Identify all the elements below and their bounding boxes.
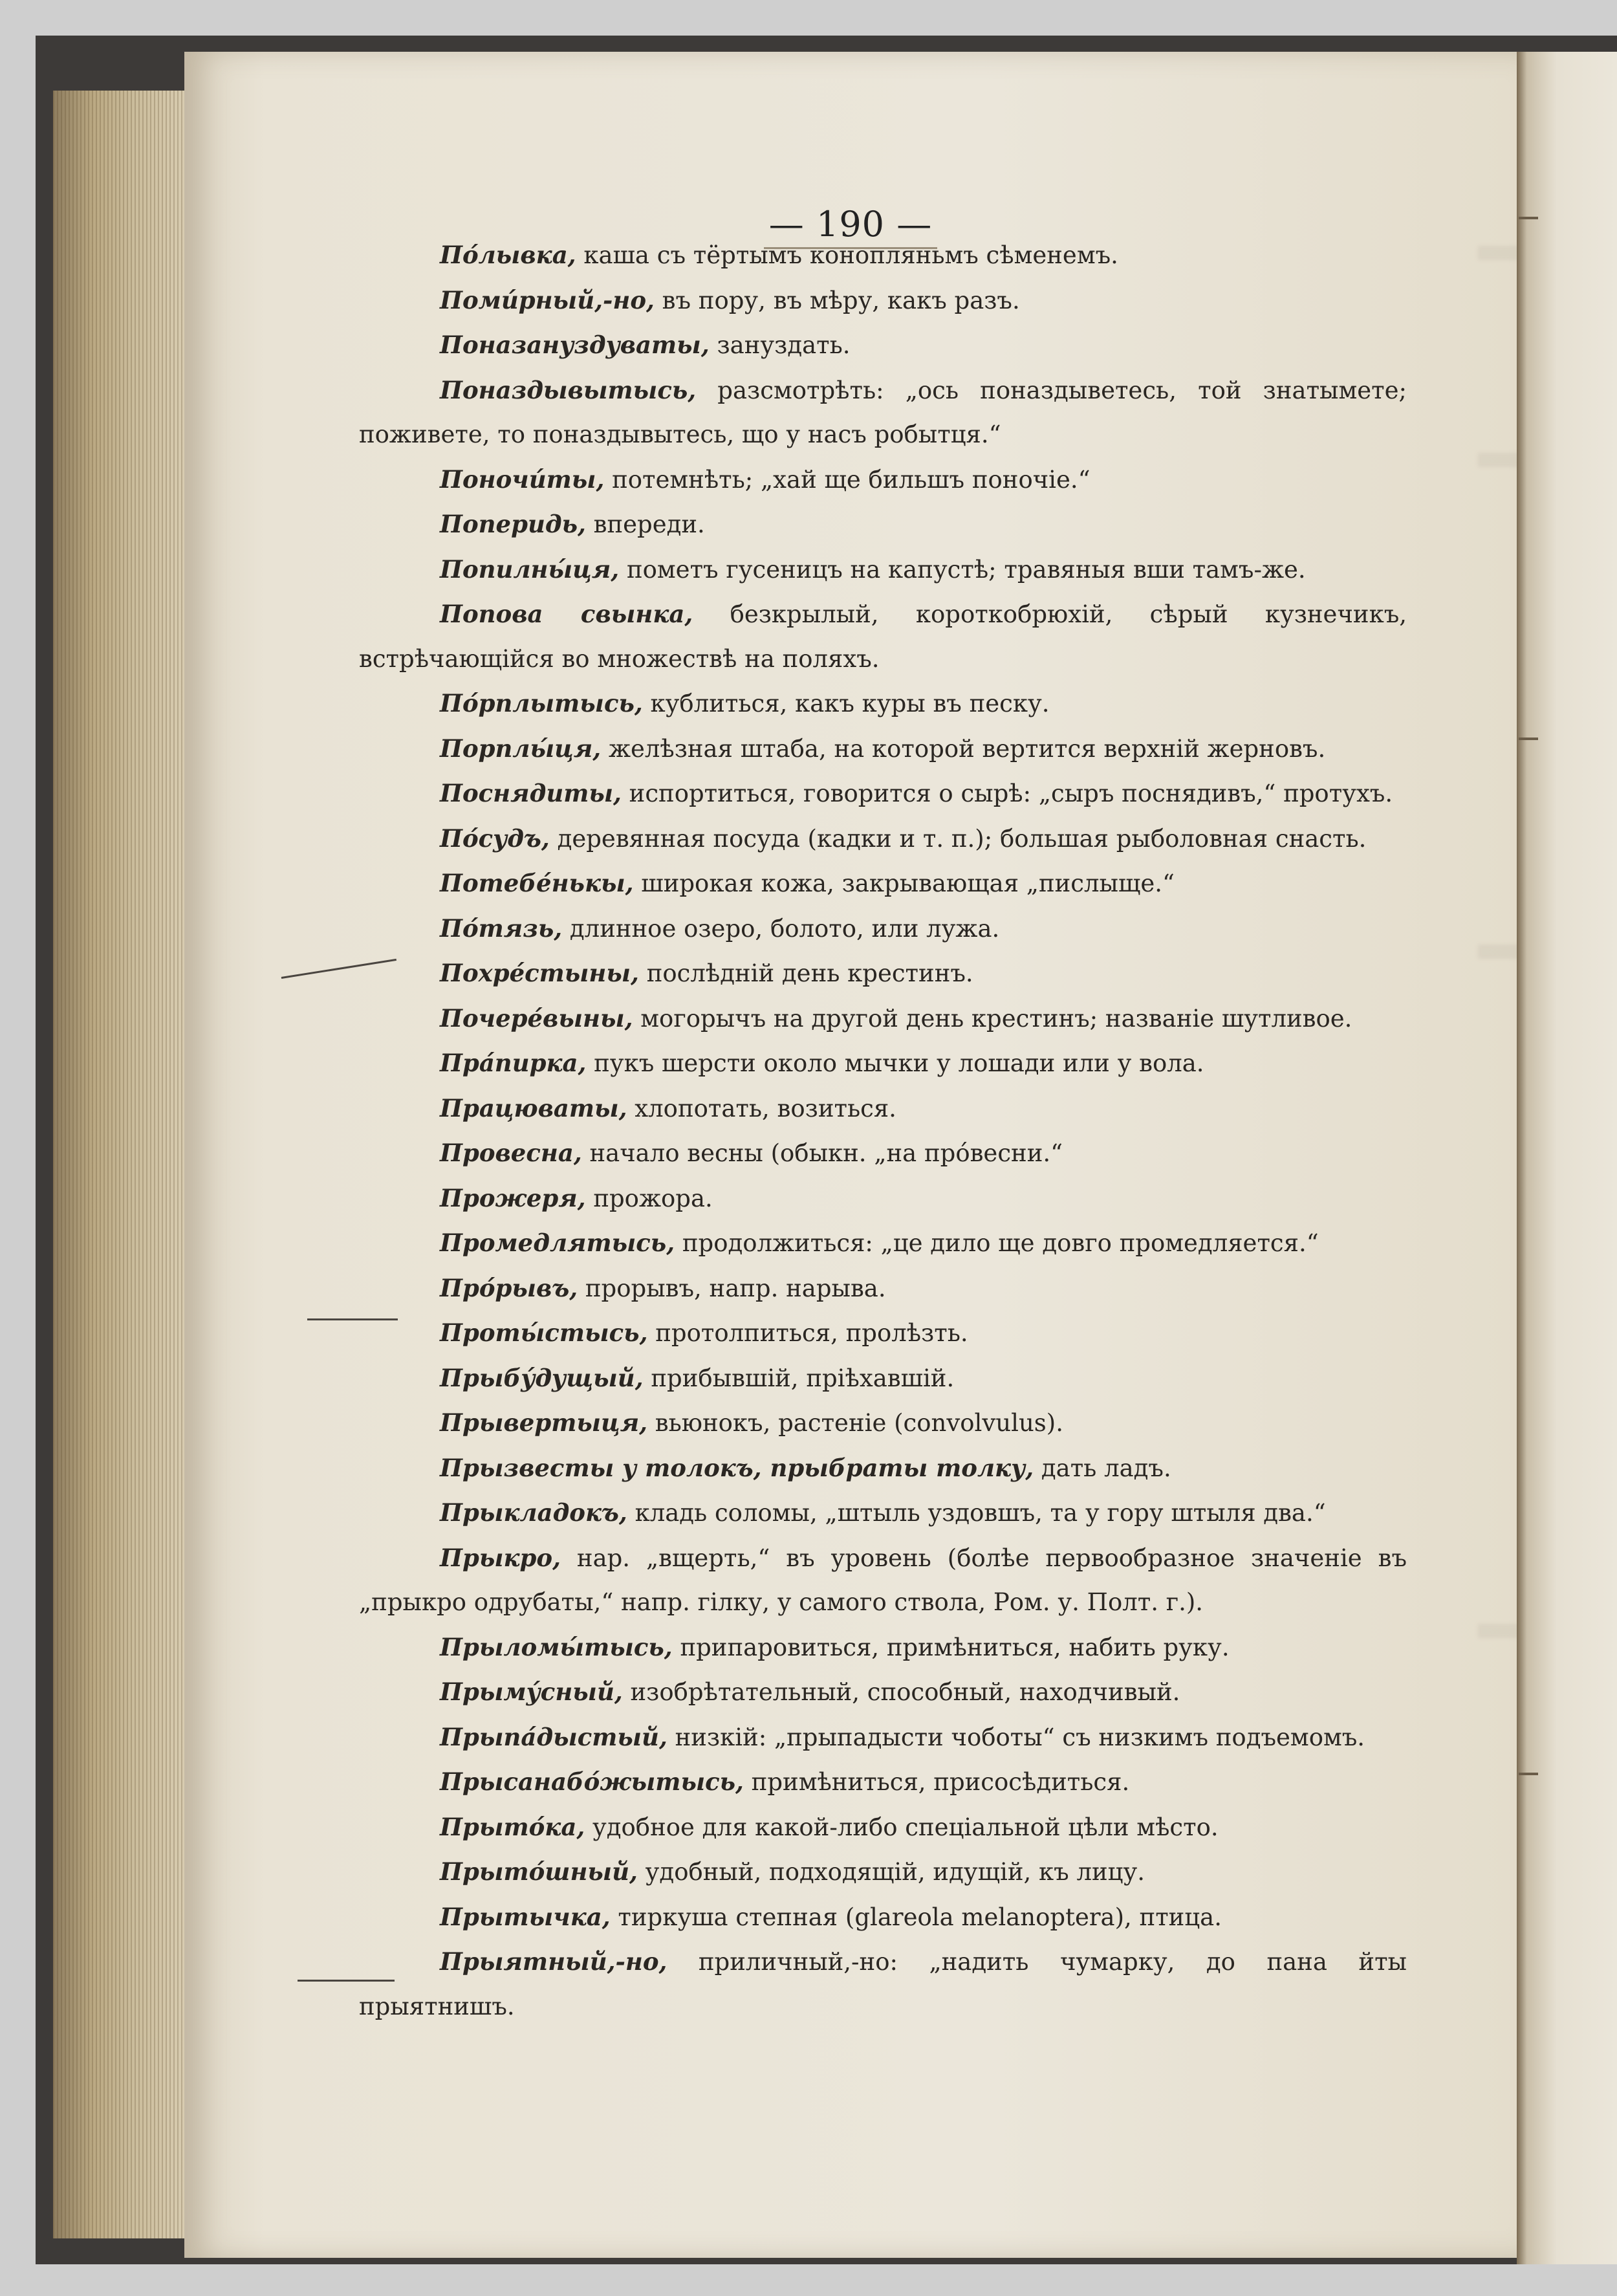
dictionary-entry <box>359 996 1407 1042</box>
dictionary-entry <box>359 816 1407 862</box>
definition: вьюнокъ, растеніе (convolvulus). <box>647 1409 1063 1437</box>
page-number-text: — 190 — <box>764 204 937 249</box>
dictionary-entry <box>359 502 1407 547</box>
headword: Працюваты, <box>440 1093 627 1122</box>
definition: широкая кожа, закрывающая „пислыще.“ <box>633 869 1175 897</box>
dictionary-entry <box>359 1086 1407 1132</box>
dictionary-entry <box>359 233 1407 278</box>
headword: Пра́пирка, <box>440 1049 587 1077</box>
headword: Поперидь, <box>440 510 586 538</box>
headword: Промедлятысь, <box>440 1229 675 1257</box>
facing-page-edge <box>1517 52 1617 2264</box>
definition: прибывшій, пріѣхавшій. <box>643 1364 955 1392</box>
headword: По́тязь, <box>440 913 563 943</box>
headword: Порплы́ця, <box>440 734 602 763</box>
definition: пометъ гусеницъ на капустѣ; травяныя вши тамъ-же. <box>619 555 1306 584</box>
definition: прожора. <box>585 1184 713 1212</box>
definition: зануздать. <box>709 331 851 359</box>
definition: послѣдній день крестинъ. <box>638 959 973 987</box>
dictionary-entry <box>359 1491 1407 1536</box>
dictionary-entry <box>359 1670 1407 1715</box>
definition: примѣниться, присосѣдиться. <box>743 1768 1130 1796</box>
definition: припаровиться, примѣниться, набить руку. <box>672 1633 1230 1661</box>
dictionary-entry <box>359 1401 1407 1446</box>
headword: По́лывка, <box>440 241 576 269</box>
definition: пукъ шерсти около мычки у лошади или у вола. <box>586 1049 1204 1077</box>
headword: Прытычка, <box>440 1902 611 1931</box>
headword: Поназануздуваты, <box>440 331 710 359</box>
book-page-edges <box>53 91 189 2238</box>
dictionary-entry <box>359 1536 1407 1625</box>
headword: Прыкладокъ, <box>440 1498 627 1527</box>
dictionary-entry <box>359 771 1407 816</box>
headword: Прыломы́тысь, <box>440 1632 673 1661</box>
headword: Почере́выны, <box>440 1003 633 1033</box>
definition: прорывъ, напр. нарыва. <box>578 1274 886 1302</box>
dictionary-entry <box>359 323 1407 368</box>
definition: кублиться, какъ куры въ песку. <box>642 690 1050 717</box>
definition: начало весны (обыкн. „на про́весни.“ <box>581 1139 1063 1167</box>
definition: испортиться, говорится о сырѣ: „сыръ поснядивъ,“ протухъ. <box>621 780 1393 807</box>
dictionary-entry <box>359 592 1407 681</box>
headword: Попилны́ця, <box>440 554 620 584</box>
dictionary-entry <box>359 1221 1407 1266</box>
dictionary-entry <box>359 1895 1407 1940</box>
definition: въ пору, въ мѣру, какъ разъ. <box>654 286 1020 314</box>
dictionary-entry <box>359 1715 1407 1760</box>
definition: протолпиться, пролѣзть. <box>647 1319 968 1347</box>
dictionary-entry <box>359 951 1407 996</box>
definition: желѣзная штаба, на которой вертится верхній жерновъ. <box>601 734 1326 763</box>
definition: изобрѣтательный, способный, находчивый. <box>622 1678 1180 1706</box>
definition: удобный, подходящій, идущій, къ лицу. <box>637 1858 1145 1886</box>
dictionary-entry <box>359 906 1407 952</box>
dictionary-entry <box>359 681 1407 727</box>
headword: Поназдывытысь, <box>440 375 697 404</box>
dictionary-entry <box>359 1041 1407 1086</box>
dictionary-entry <box>359 1850 1407 1895</box>
headword: Проты́стысь, <box>440 1318 648 1347</box>
headword: Провесна, <box>440 1139 582 1167</box>
definition: удобное для какой-либо спеціальной цѣли мѣсто. <box>585 1813 1219 1841</box>
headword: Прыятный,-но, <box>440 1947 667 1976</box>
headword: Поночи́ты, <box>440 465 605 494</box>
definition: приличный,-но: „надить чумарку, до пана йты прыятнишъ. <box>359 1948 1407 2020</box>
headword: Прыму́сный, <box>440 1678 623 1706</box>
headword: Прыто́ка, <box>440 1812 585 1841</box>
definition: хлопотать, возиться. <box>627 1094 896 1122</box>
definition: впереди. <box>585 510 705 538</box>
headword: Прызвесты у толокъ, прыбраты толку, <box>440 1453 1034 1482</box>
tab-mark <box>1519 217 1538 219</box>
dictionary-entry <box>359 1805 1407 1850</box>
definition: длинное озеро, болото, или лужа. <box>562 914 1000 943</box>
headword: Прыкро, <box>440 1543 561 1572</box>
dictionary-entry <box>359 1760 1407 1805</box>
headword: Прожеря, <box>440 1183 586 1212</box>
definition: продолжиться: „це дило ще довго промедляется.“ <box>675 1229 1319 1257</box>
definition: разсмотрѣть: „ось поназдыветесь, той знатымете; поживете, то поназдывытесь, що у насъ робытця.“ <box>359 376 1407 448</box>
tab-mark <box>1519 1773 1538 1775</box>
dictionary-entry <box>359 861 1407 906</box>
dictionary-entry <box>359 1625 1407 1670</box>
dictionary-entry <box>359 457 1407 503</box>
dictionary-text <box>359 233 1407 2029</box>
definition: каша съ тёртымъ конопляньмъ сѣменемъ. <box>576 241 1118 269</box>
dictionary-entry <box>359 1356 1407 1401</box>
headword: Похре́стыны, <box>440 959 639 987</box>
definition: дать ладъ. <box>1034 1454 1171 1482</box>
tab-mark <box>1519 738 1538 740</box>
headword: По́судъ, <box>440 824 550 853</box>
headword: Поснядиты, <box>440 779 622 807</box>
definition: кладь соломы, „штыль уздовшъ, та у гору штыля два.“ <box>627 1499 1326 1527</box>
headword: Прысанабо́жытысь, <box>440 1767 744 1796</box>
definition: безкрылый, короткобрюхій, сѣрый кузнечикъ, встрѣчающійся во множествѣ на поляхъ. <box>359 600 1407 673</box>
definition: низкій: „прыпадысти чоботы“ съ низкимъ подъемомъ. <box>667 1723 1365 1751</box>
headword: Поми́рный,-но, <box>440 285 655 314</box>
headword: Прыто́шный, <box>440 1857 638 1886</box>
headword: По́рплытысь, <box>440 689 643 717</box>
headword: Попова свынка, <box>440 600 693 628</box>
headword: Прыбу́дущый, <box>440 1363 644 1392</box>
dictionary-entry <box>359 547 1407 593</box>
dictionary-entry <box>359 1311 1407 1356</box>
definition: деревянная посуда (кадки и т. п.); большая рыболовная снасть. <box>549 824 1367 853</box>
dictionary-entry <box>359 1446 1407 1491</box>
definition: могорычъ на другой день крестинъ; названіе шутливое. <box>633 1004 1352 1033</box>
headword: Про́рывъ, <box>440 1273 578 1302</box>
dictionary-entry <box>359 278 1407 323</box>
dictionary-entry <box>359 1176 1407 1221</box>
dictionary-entry <box>359 727 1407 772</box>
definition: потемнѣть; „хай ще бильшъ поночіе.“ <box>604 465 1091 494</box>
dictionary-entry <box>359 1266 1407 1311</box>
dictionary-entry <box>359 368 1407 457</box>
definition: нар. „вщерть,“ въ уровень (болѣе первообразное значеніе въ „прыкро одрубаты,“ напр. гілку, у самого ствола, Ром. у. Полт. г.). <box>359 1544 1407 1616</box>
dictionary-entry <box>359 1131 1407 1176</box>
headword: Потебе́нькы, <box>440 869 634 897</box>
headword: Прывертыця, <box>440 1408 648 1437</box>
headword: Прыпа́дыстый, <box>440 1722 667 1751</box>
definition: тиркуша степная (glareola melanoptera), птица. <box>610 1903 1222 1931</box>
dictionary-entry <box>359 1940 1407 2029</box>
